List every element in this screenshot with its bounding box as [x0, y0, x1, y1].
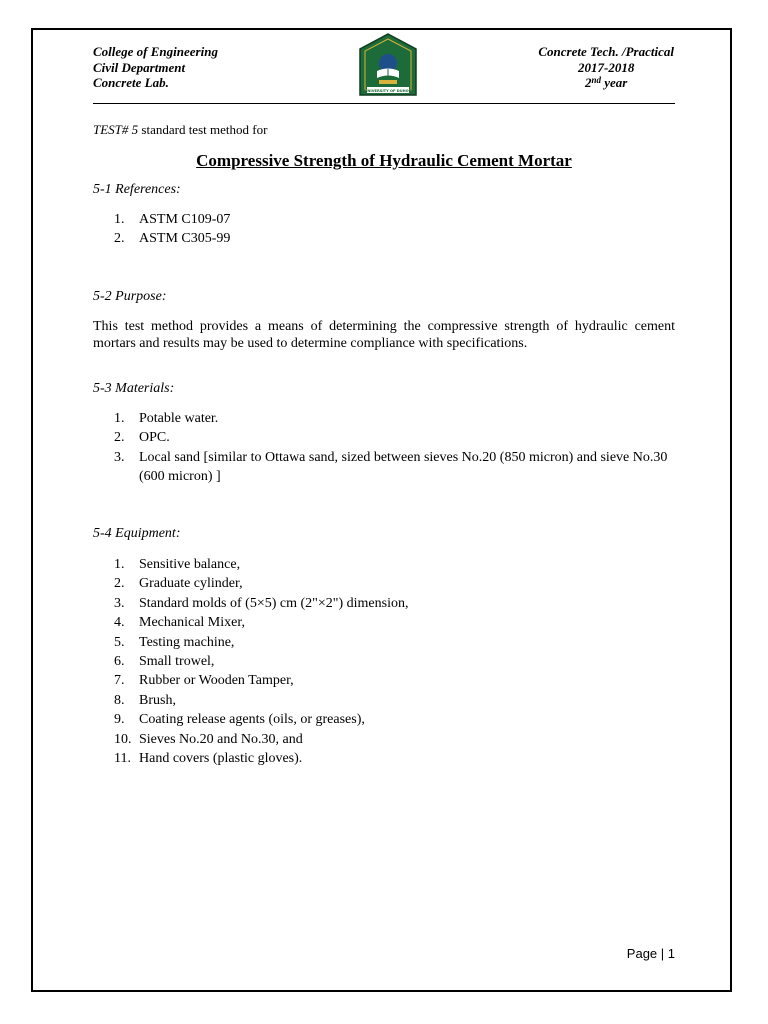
list-item: [93, 229, 230, 248]
list-item-number: 1.: [114, 557, 125, 572]
list-item-text: Hand covers (plastic gloves).: [139, 751, 303, 767]
page-number: Page | 1: [626, 946, 675, 961]
list-item-text: Local sand [similar to Ottawa sand, sized between sieves No.20 (850 micron) and sieve No.30 (600 micron) ]: [139, 449, 668, 485]
list-item-number: 10.: [114, 731, 132, 747]
list-item-number: 1.: [114, 411, 125, 426]
purpose-text: This test method provides a means of determining the compressive strength of hydraulic cement mortars and results may be used to determine compliance with specifications.: [93, 319, 675, 351]
list-item: [93, 574, 408, 593]
list-item: [93, 613, 408, 632]
purpose-heading: 5-2 Purpose:: [93, 289, 167, 304]
list-item-text: ASTM C305-99: [139, 231, 231, 247]
list-item: [93, 633, 408, 652]
test-line: [93, 122, 267, 138]
list-item-number: 7.: [114, 673, 125, 689]
list-item: [93, 730, 408, 749]
list-item-text: Brush,: [139, 692, 176, 708]
list-item: [93, 749, 408, 768]
page-border: [31, 28, 732, 992]
test-description: standard test method for: [138, 122, 268, 137]
list-item-text: Graduate cylinder,: [139, 576, 243, 592]
list-item: [93, 409, 675, 428]
academic-years: 2017-2018: [578, 59, 635, 75]
test-label: TEST# 5: [93, 122, 139, 137]
list-item: [93, 652, 408, 671]
header-divider: [93, 103, 675, 104]
list-item-text: Potable water.: [139, 411, 219, 426]
materials-list: [93, 409, 675, 487]
list-item: [93, 448, 675, 487]
list-item-text: Sieves No.20 and No.30, and: [139, 731, 303, 747]
list-item-number: 3.: [114, 595, 125, 611]
list-item-text: Testing machine,: [139, 634, 235, 650]
references-heading: 5-1 References:: [93, 182, 181, 197]
list-item-text: OPC.: [139, 430, 170, 446]
list-item-text: Mechanical Mixer,: [139, 615, 245, 631]
list-item-number: 2.: [114, 430, 125, 446]
list-item: [93, 594, 408, 613]
list-item-number: 4.: [114, 615, 125, 631]
college-name: College of Engineering: [93, 44, 218, 59]
course-name: Concrete Tech. /Practical: [538, 44, 674, 59]
materials-heading: 5-3 Materials:: [93, 381, 175, 396]
study-year: 2nd year: [584, 75, 628, 90]
list-item: [93, 691, 408, 710]
list-item-number: 6.: [114, 654, 125, 670]
list-item-number: 9.: [114, 712, 125, 728]
list-item: [93, 428, 675, 447]
list-item: [93, 210, 230, 229]
list-item-number: 1.: [114, 212, 125, 227]
list-item: [93, 671, 408, 690]
list-item: [93, 555, 408, 574]
list-item-text: Small trowel,: [139, 654, 215, 670]
equipment-heading: 5-4 Equipment:: [93, 526, 181, 541]
list-item-number: 2.: [114, 231, 125, 247]
list-item-number: 3.: [114, 449, 125, 465]
list-item-text: Rubber or Wooden Tamper,: [139, 673, 294, 689]
logo-text: UNIVERSITY OF DUHOK: [364, 89, 412, 93]
header-left: [93, 44, 218, 91]
list-item-number: 5.: [114, 634, 125, 650]
references-list: [93, 210, 230, 249]
list-item-number: 11.: [114, 751, 131, 767]
list-item-text: ASTM C109-07: [139, 212, 231, 227]
list-item: [93, 710, 408, 729]
list-item-number: 8.: [114, 692, 125, 708]
lab-name: Concrete Lab.: [93, 75, 169, 90]
document-title: Compressive Strength of Hydraulic Cement Mortar: [196, 151, 572, 170]
list-item-text: Sensitive balance,: [139, 557, 241, 572]
header-right: [538, 44, 674, 91]
equipment-list: [93, 555, 408, 768]
list-item-text: Standard molds of (5×5) cm (2"×2") dimension,: [139, 595, 409, 611]
university-logo: [359, 33, 417, 99]
list-item-number: 2.: [114, 576, 125, 592]
department-name: Civil Department: [93, 59, 186, 75]
list-item-text: Coating release agents (oils, or greases),: [139, 712, 365, 728]
